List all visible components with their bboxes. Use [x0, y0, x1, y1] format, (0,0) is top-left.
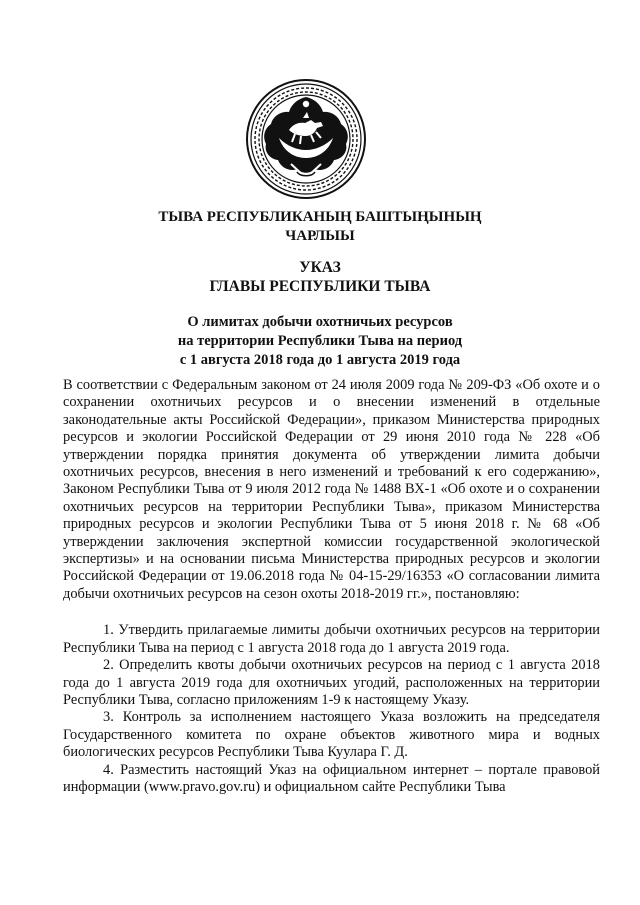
decree-item-2: 2. Определить квоты добычи охотничьих ресурсов на период с 1 августа 2018 года до 1 августа 2019 года для охотничьих угодий, расположенных на территории Республики Тыва, согласно приложениям 1-9 к настоящему Указу.	[63, 657, 600, 708]
tyva-header-line-2: ЧАРЛЫЫ	[285, 228, 355, 244]
decree-title-line-1: О лимитах добычи охотничьих ресурсов	[187, 314, 453, 330]
decree-title-line-3: с 1 августа 2018 года до 1 августа 2019 года	[179, 352, 461, 368]
tuva-emblem-icon	[245, 78, 367, 200]
coat-of-arms-emblem	[245, 78, 367, 200]
decree-title	[0, 313, 640, 370]
decree-title-line-2: на территории Республики Тыва на период	[177, 333, 463, 349]
decree-item-1: 1. Утвердить прилагаемые лимиты добычи охотничьих ресурсов на территории Республики Тыва на период с 1 августа 2018 года до 1 августа 2019 года.	[63, 622, 600, 656]
decree-type: УКАЗ	[299, 259, 341, 276]
decree-item-3: 3. Контроль за исполнением настоящего Указа возложить на председателя Государственного комитета по охране объектов животного мира и водных биологических ресурсов Республики Тыва Куулара Г. Д.	[63, 709, 600, 761]
decree-issuer: ГЛАВЫ РЕСПУБЛИКИ ТЫВА	[209, 278, 431, 295]
tyva-header	[0, 208, 640, 246]
decree-heading	[0, 258, 640, 296]
preamble-paragraph: В соответствии с Федеральным законом от 24 июля 2009 года № 209-ФЗ «Об охоте и о сохранении охотничьих ресурсов и о внесении изменений в отдельные законодательные акты Российской Федерации», приказом Министерства природных ресурсов и экологии Российской Федерации от 29 июня 2010 года № 228 «Об утверждении порядка принятия документа об утверждении лимита добычи охотничьих ресурсов, внесения в него изменений и требований к его содержанию», Законом Республики Тыва от 9 июля 2012 года № 1488 ВХ-1 «Об охоте и о сохранении охотничьих ресурсов на территории Республики Тыва», приказом Министерства природных ресурсов и экологии Республики Тыва от 5 июня 2018 г. № 68 «Об утверждении заключения экспертной комиссии государственной экологической экспертизы» и на основании письма Министерства природных ресурсов и экологии Российской Федерации от 19.06.2018 года № 04-15-29/16353 «О согласовании лимита добычи охотничьих ресурсов на сезон охоты 2018-2019 гг.», постановляю:	[63, 377, 600, 602]
decree-body	[63, 377, 600, 796]
tyva-header-line-1: ТЫВА РЕСПУБЛИКАНЫҢ БАШТЫҢЫНЫҢ	[158, 209, 482, 225]
decree-item-4: 4. Разместить настоящий Указ на официальном интернет – портале правовой информации (www.pravo.gov.ru) и официальном сайте Республики Тыва	[63, 761, 600, 795]
